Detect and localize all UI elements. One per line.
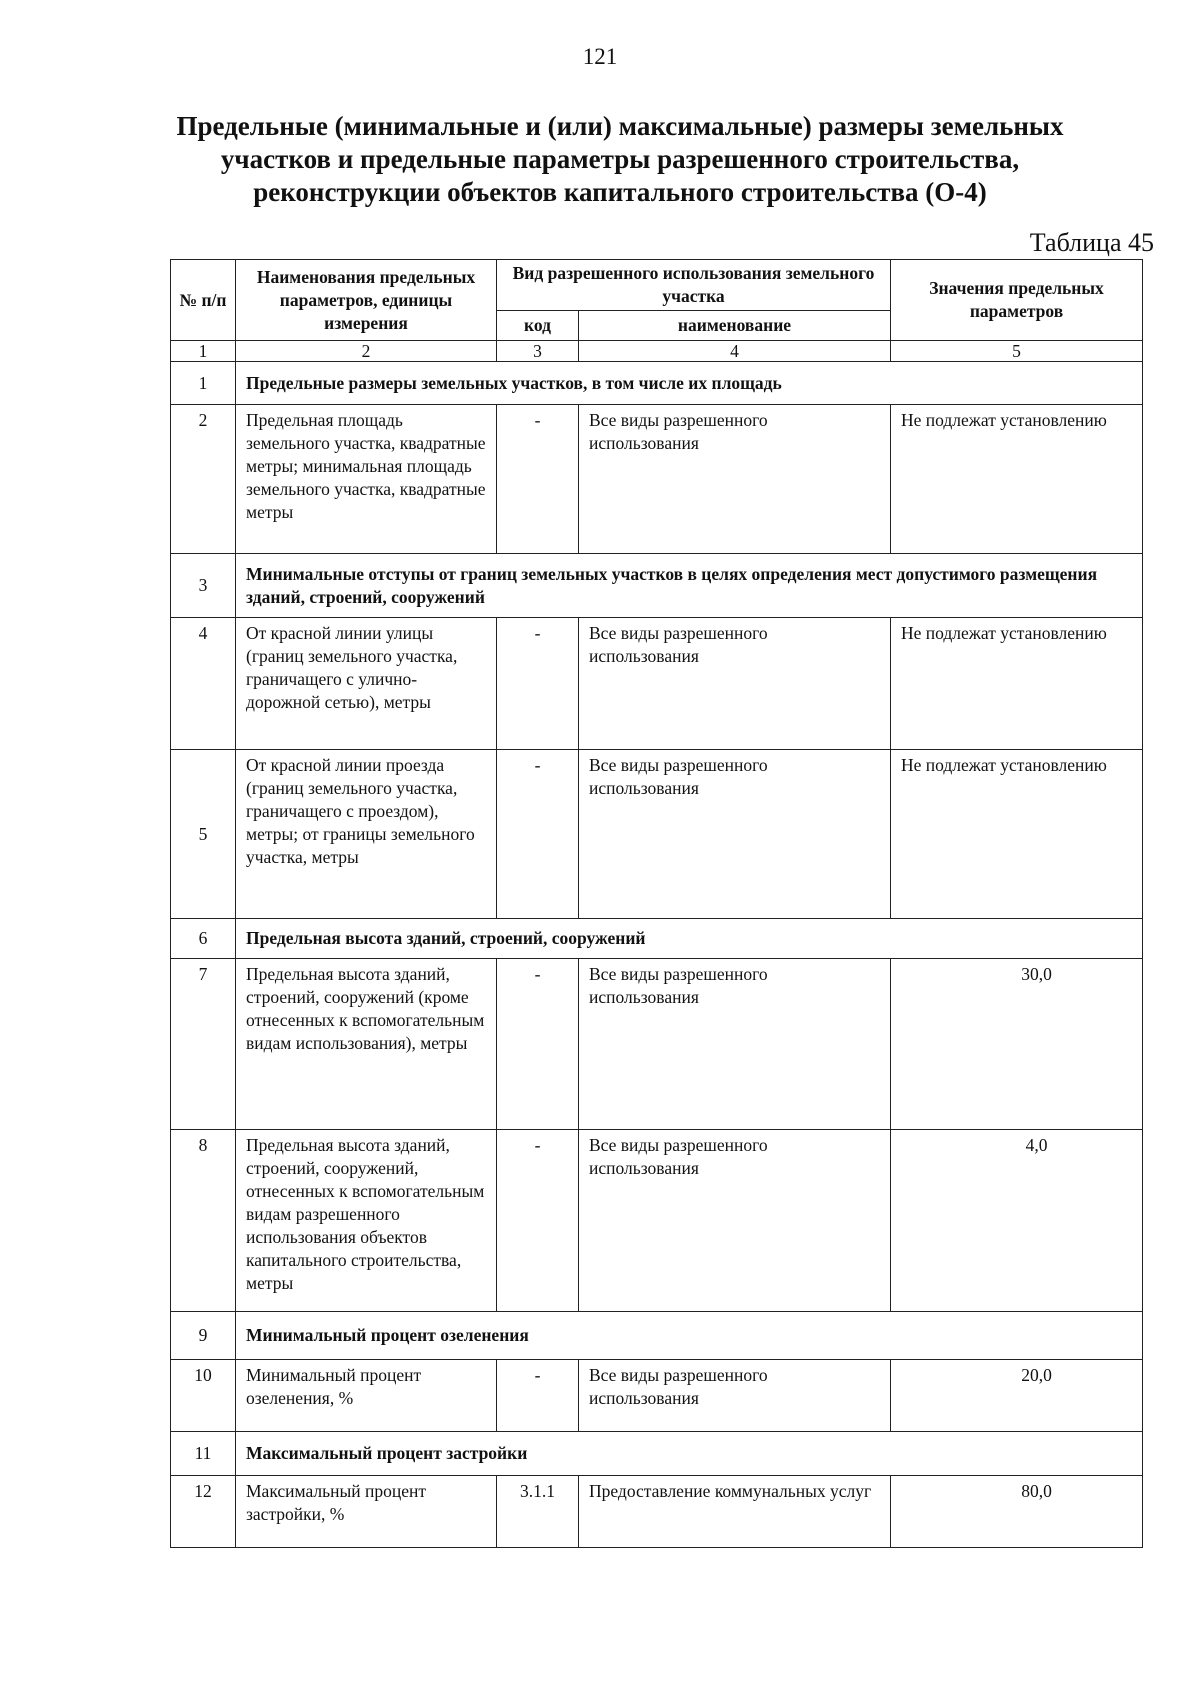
parameter-name: Максимальный процент застройки, % [236, 1476, 497, 1548]
section-title: Минимальные отступы от границ земельных участков в целях определения мест допустимого размещения зданий, строений, сооружений [236, 554, 1143, 618]
section-title: Предельная высота зданий, строений, сооружений [236, 919, 1143, 959]
column-number: 1 [171, 341, 236, 362]
use-code: - [497, 1130, 579, 1312]
header-use-name: наименование [579, 311, 891, 341]
row-number: 11 [171, 1432, 236, 1476]
parameter-value: Не подлежат установлению [891, 750, 1143, 919]
parameter-name: Предельная площадь земельного участка, квадратные метры; минимальная площадь земельного участка, квадратные метры [236, 405, 497, 554]
parameter-value: 20,0 [891, 1360, 1143, 1432]
header-values: Значения предельных параметров [891, 260, 1143, 341]
column-number: 3 [497, 341, 579, 362]
row-number: 6 [171, 919, 236, 959]
table-row [171, 1360, 1143, 1432]
use-code: - [497, 1360, 579, 1432]
row-number: 2 [171, 405, 236, 554]
parameter-name: Предельная высота зданий, строений, сооружений (кроме отнесенных к вспомогательным видам использования), метры [236, 959, 497, 1130]
parameter-value: Не подлежат установлению [891, 405, 1143, 554]
row-number: 9 [171, 1312, 236, 1360]
row-number: 10 [171, 1360, 236, 1432]
header-code: код [497, 311, 579, 341]
parameter-name: Предельная высота зданий, строений, сооружений, отнесенных к вспомогательным видам разрешенного использования объектов капитального строительства, метры [236, 1130, 497, 1312]
section-row [171, 1312, 1143, 1360]
parameter-value: 80,0 [891, 1476, 1143, 1548]
use-name: Все виды разрешенного использования [579, 1130, 891, 1312]
document-title [150, 110, 1090, 209]
column-number: 4 [579, 341, 891, 362]
row-number: 5 [171, 750, 236, 919]
section-title: Максимальный процент застройки [236, 1432, 1143, 1476]
parameter-value: Не подлежат установлению [891, 618, 1143, 750]
use-code: - [497, 618, 579, 750]
use-code: - [497, 959, 579, 1130]
table-row [171, 405, 1143, 554]
parameter-value: 4,0 [891, 1130, 1143, 1312]
title-line: реконструкции объектов капитального строительства (О-4) [253, 177, 987, 207]
table-row [171, 1130, 1143, 1312]
section-row [171, 362, 1143, 405]
title-line: участков и предельные параметры разрешенного строительства, [220, 144, 1020, 174]
table-row [171, 1476, 1143, 1548]
use-code: - [497, 405, 579, 554]
table-caption: Таблица 45 [1029, 228, 1154, 257]
section-title: Минимальный процент озеленения [236, 1312, 1143, 1360]
header-num: № п/п [171, 260, 236, 341]
title-line: Предельные (минимальные и (или) максимальные) размеры земельных [176, 111, 1064, 141]
row-number: 4 [171, 618, 236, 750]
use-name: Все виды разрешенного использования [579, 405, 891, 554]
use-name: Все виды разрешенного использования [579, 750, 891, 919]
parameter-value: 30,0 [891, 959, 1143, 1130]
header-name: Наименования предельных параметров, единицы измерения [236, 260, 497, 341]
parameter-name: От красной линии проезда (границ земельного участка, граничащего с проездом), метры; от границы земельного участка, метры [236, 750, 497, 919]
section-row [171, 919, 1143, 959]
table-row [171, 959, 1143, 1130]
parameter-name: От красной линии улицы (границ земельного участка, граничащего с улично-дорожной сетью), метры [236, 618, 497, 750]
use-name: Все виды разрешенного использования [579, 959, 891, 1130]
row-number: 12 [171, 1476, 236, 1548]
section-title: Предельные размеры земельных участков, в том числе их площадь [236, 362, 1143, 405]
row-number: 8 [171, 1130, 236, 1312]
section-row [171, 1432, 1143, 1476]
page-number: 121 [582, 44, 618, 69]
use-name: Все виды разрешенного использования [579, 1360, 891, 1432]
use-name: Все виды разрешенного использования [579, 618, 891, 750]
header-use-kind: Вид разрешенного использования земельного участка [497, 260, 891, 311]
use-code: 3.1.1 [497, 1476, 579, 1548]
row-number: 7 [171, 959, 236, 1130]
section-row [171, 554, 1143, 618]
column-number: 5 [891, 341, 1143, 362]
row-number: 3 [171, 554, 236, 618]
use-code: - [497, 750, 579, 919]
column-number: 2 [236, 341, 497, 362]
column-numbers-row [171, 341, 1143, 362]
parameter-name: Минимальный процент озеленения, % [236, 1360, 497, 1432]
table-row [171, 618, 1143, 750]
table-row [171, 750, 1143, 919]
row-number: 1 [171, 362, 236, 405]
parameters-table [170, 259, 1143, 1548]
use-name: Предоставление коммунальных услуг [579, 1476, 891, 1548]
